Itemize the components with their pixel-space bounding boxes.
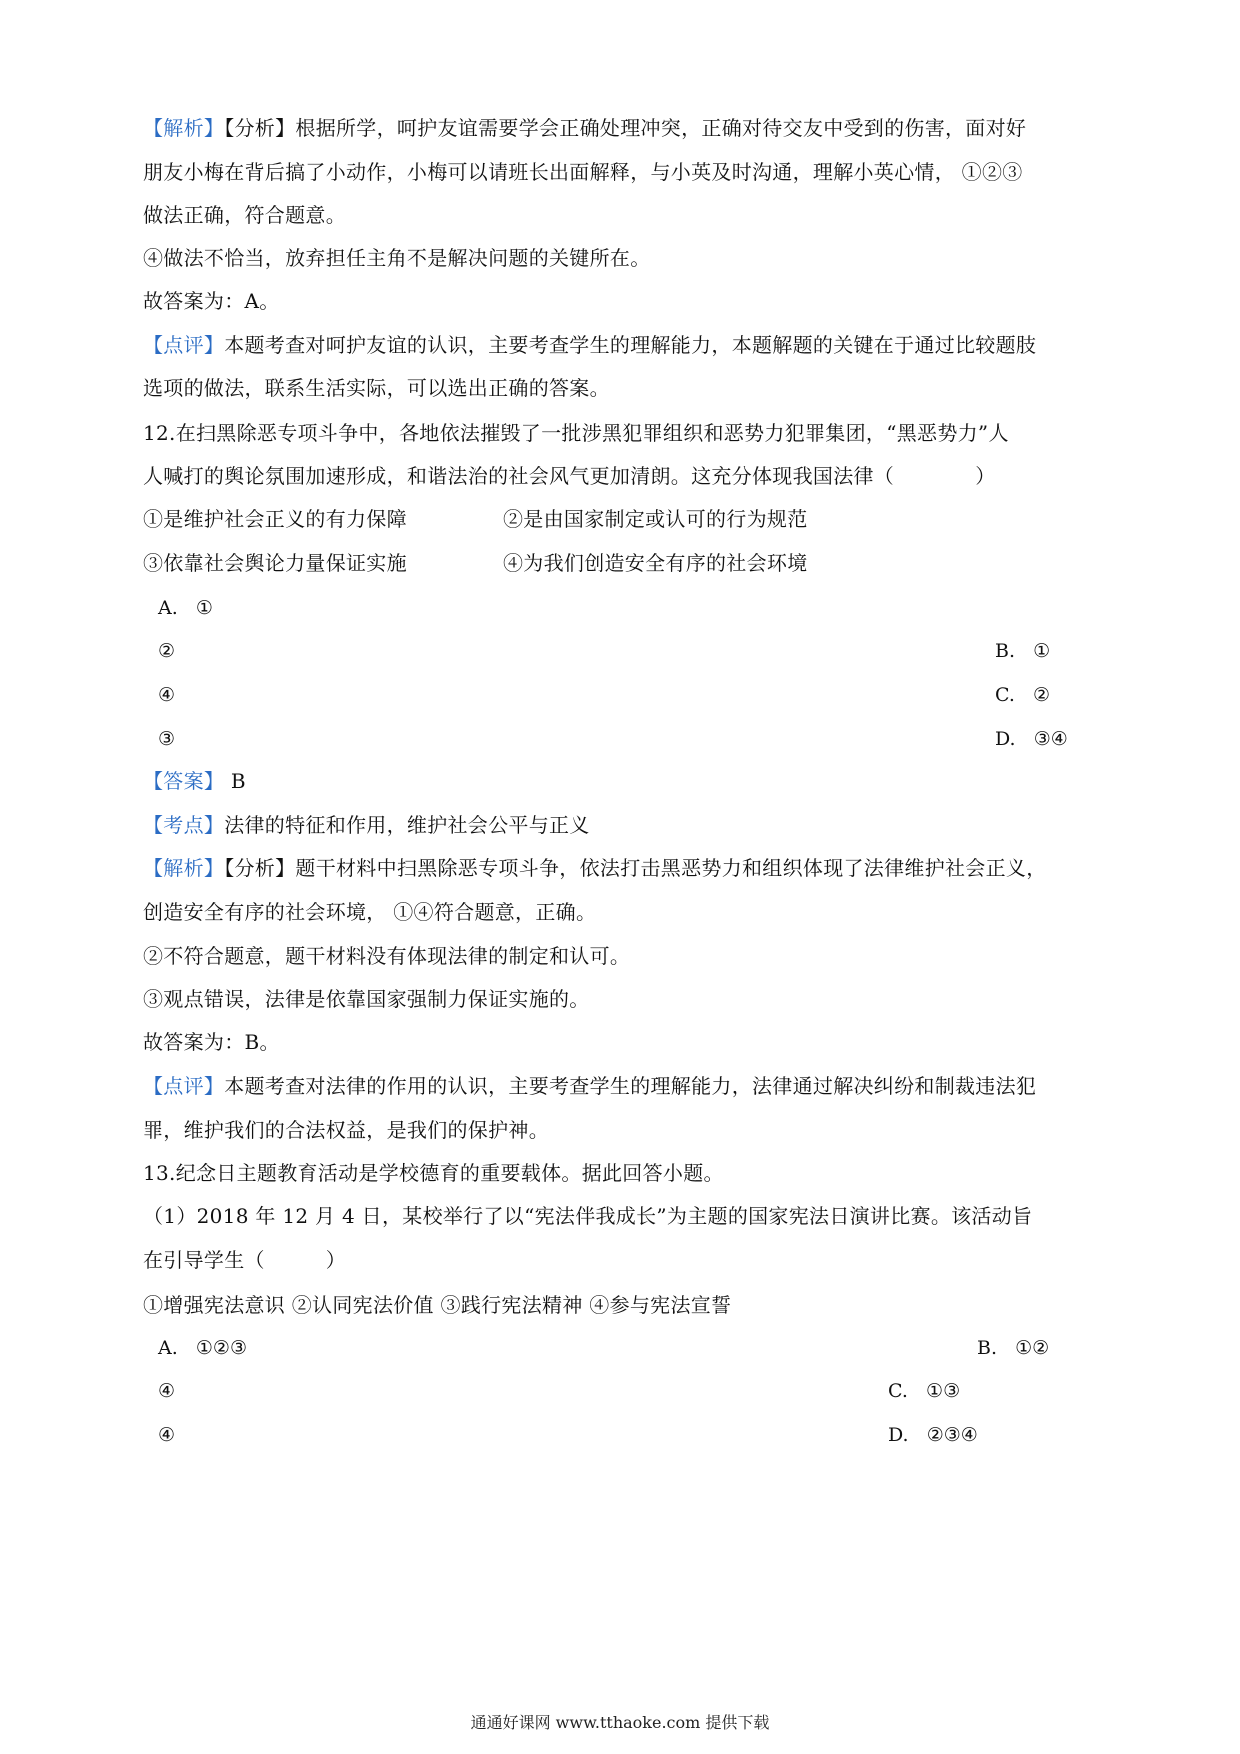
q12-kaodian: 【考点】法律的特征和作用，维护社会公平与正义 <box>143 813 590 837</box>
q13-option-a: A. ①②③ <box>158 1337 247 1359</box>
q12-review-line-2: 罪，维护我们的合法权益，是我们的保护神。 <box>143 1118 549 1142</box>
q12-answer-line: 故答案为：B。 <box>143 1030 280 1054</box>
kaodian-tag: 【考点】 <box>143 813 225 837</box>
q12-analysis-line-2: 创造安全有序的社会环境， ①④符合题意，正确。 <box>143 900 597 924</box>
q12-option-a: A. ① <box>158 597 213 619</box>
q12-stem-line-2: 人喊打的舆论氛围加速形成，和谐法治的社会风气更加清朗。这充分体现我国法律（ ） <box>143 464 996 488</box>
q13-option-a-continued-2: ④ <box>158 1424 176 1446</box>
q11-analysis-line-4: ④做法不恰当，放弃担任主角不是解决问题的关键所在。 <box>143 246 651 270</box>
q11-analysis-line-2: 朋友小梅在背后搞了小动作，小梅可以请班长出面解释，与小英及时沟通，理解小英心情， ①②③ <box>143 160 1023 184</box>
q11-answer-line: 故答案为：A。 <box>143 289 280 313</box>
q12-analysis-line-3: ②不符合题意，题干材料没有体现法律的制定和认可。 <box>143 944 631 968</box>
review-tag: 【点评】 <box>143 333 225 357</box>
q13-option-a-continued-1: ④ <box>158 1380 176 1402</box>
q13-items: ①增强宪法意识 ②认同宪法价值 ③践行宪法精神 ④参与宪法宣誓 <box>143 1293 732 1317</box>
analysis-tag: 【解析】 <box>143 856 225 880</box>
q13-stem: 13.纪念日主题教育活动是学校德育的重要载体。据此回答小题。 <box>143 1161 724 1185</box>
q11-review-line-2: 选项的做法，联系生活实际，可以选出正确的答案。 <box>143 376 610 400</box>
q12-item-4: ④为我们创造安全有序的社会环境 <box>503 551 808 575</box>
q12-item-1: ①是维护社会正义的有力保障 <box>143 507 407 531</box>
analysis-tag: 【解析】 <box>143 116 225 140</box>
q12-stem-line-1: 12.在扫黑除恶专项斗争中，各地依法摧毁了一批涉黑犯罪组织和恶势力犯罪集团，“黑恶势力”人 <box>143 421 1009 445</box>
page-footer: 通通好课网 www.tthaoke.com 提供下载 <box>470 1713 770 1732</box>
q12-option-b: B. ① <box>995 640 1051 662</box>
q13-sub1-line-1: （1）2018 年 12 月 4 日，某校举行了以“宪法伴我成长”为主题的国家宪法日演讲比赛。该活动旨 <box>143 1204 1033 1228</box>
q12-option-a-continued-1: ② <box>158 640 176 662</box>
q12-analysis-line-4: ③观点错误，法律是依靠国家强制力保证实施的。 <box>143 987 590 1011</box>
q12-item-3: ③依靠社会舆论力量保证实施 <box>143 551 407 575</box>
q13-option-d: D. ②③④ <box>888 1424 978 1446</box>
q13-sub1-line-2: 在引导学生（ ） <box>143 1248 346 1272</box>
q11-analysis-line-3: 做法正确，符合题意。 <box>143 203 346 227</box>
q12-analysis-line-1: 【解析】【分析】题干材料中扫黑除恶专项斗争，依法打击黑恶势力和组织体现了法律维护社会正义， <box>143 856 1047 880</box>
q12-option-a-continued-3: ③ <box>158 728 176 750</box>
q12-answer: 【答案】 B <box>143 769 246 793</box>
q12-item-2: ②是由国家制定或认可的行为规范 <box>503 507 808 531</box>
q12-option-c: C. ② <box>995 684 1051 706</box>
q13-option-b: B. ①② <box>977 1337 1050 1359</box>
answer-tag: 【答案】 <box>143 769 225 793</box>
q12-option-a-continued-2: ④ <box>158 684 176 706</box>
q12-review-line-1: 【点评】本题考查对法律的作用的认识，主要考查学生的理解能力，法律通过解决纠纷和制裁违法犯 <box>143 1074 1037 1098</box>
q11-review-line-1: 【点评】本题考查对呵护友谊的认识，主要考查学生的理解能力，本题解题的关键在于通过比较题肢 <box>143 333 1037 357</box>
q12-option-d: D. ③④ <box>995 728 1068 750</box>
q13-option-c: C. ①③ <box>888 1380 961 1402</box>
review-tag: 【点评】 <box>143 1074 225 1098</box>
q11-analysis-line-1: 【解析】【分析】根据所学，呵护友谊需要学会正确处理冲突，正确对待交友中受到的伤害，面对好 <box>143 116 1027 140</box>
